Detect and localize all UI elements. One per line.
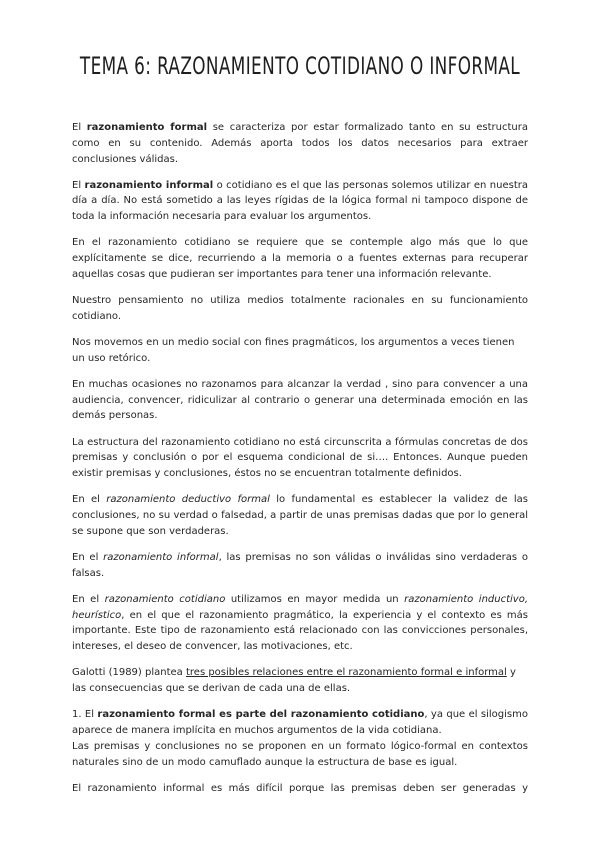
paragraph-galotti: Galotti (1989) plantea tres posibles relaciones entre el razonamiento formal e informal y las consecuencias que se derivan de cada una de ellas. — [72, 667, 516, 695]
paragraph-everyday-reasoning: En el razonamiento cotidiano se requiere que se contemple algo más que lo que explícitamente se dice, recurriendo a la memoria o a fuentes externas para recuperar aquellas cosas que pudieran ser importantes para tener una información relevante. — [72, 237, 528, 280]
term-razonamiento-cotidiano: razonamiento cotidiano — [104, 593, 226, 605]
term-razonamiento-informal: razonamiento informal — [84, 179, 214, 191]
page-title: TEMA 6: RAZONAMIENTO COTIDIANO O INFORMAL — [79, 52, 521, 80]
paragraph-structure: La estructura del razonamiento cotidiano no está circunscrita a fórmulas concretas de dos premisas y conclusión o por el esquema condicional de si…. Entonces. Aunque pueden existir premisas y conclusiones, éstos no se encuentran totalmente definidos. — [72, 436, 528, 480]
paragraph-non-rational: Nuestro pensamiento no utiliza medios totalmente racionales en su funcionamiento cotidiano. — [72, 295, 528, 322]
paragraph-informal-premises: En el razonamiento informal, las premisas no son válidas o inválidas sino verdaderas o falsas. — [72, 551, 528, 579]
paragraph-inductive: En el razonamiento cotidiano utilizamos en mayor medida un razonamiento inductivo, heurístico, en el que el razonamiento pragmático, la experiencia y el contexto es más importante. Este tipo de razonamiento está relacionado con las convicciones personales, intereses, el deseo de convencer, las motivaciones, etc. — [72, 593, 529, 653]
term-formal-part-of-everyday: razonamiento formal es parte del razonamiento cotidiano — [97, 709, 425, 721]
paragraph-relation-1: 1. El razonamiento formal es parte del razonamiento cotidiano, ya que el silogismo aparece de manera implícita en muchos argumentos de la vida cotidiana. Las premisas y conclusiones no se proponen en un formato lógico-formal en contextos naturales sino de un modo camuflado aunque la estructura de base es igual. — [72, 709, 528, 768]
paragraph-social-medium: Nos movemos en un medio social con fines pragmáticos, los argumentos a veces tienen un uso retórico. — [72, 336, 515, 364]
term-razonamiento-informal-italic: razonamiento informal — [103, 551, 219, 563]
paragraph-informal-reasoning: El razonamiento informal o cotidiano es el que las personas solemos utilizar en nuestra día a día. No está sometido a las leyes rígidas de la lógica formal ni tampoco dispone de toda la información necesaria para evaluar los argumentos. — [72, 179, 528, 223]
document-body — [72, 120, 528, 807]
paragraph-formal-reasoning: El razonamiento formal se caracteriza por estar formalizado tanto en su estructura como en su contenido. Además aporta todos los datos necesarios para extraer conclusiones válidas. — [72, 122, 528, 165]
paragraph-persuasion: En muchas ocasiones no razonamos para alcanzar la verdad , sino para convencer a una audiencia, convencer, ridiculizar al contrario o generar una determinada emoción en las demás personas. — [72, 378, 528, 422]
term-razonamiento-formal: razonamiento formal — [86, 122, 208, 133]
paragraph-deductive: En el razonamiento deductivo formal lo fundamental es establecer la validez de las conclusiones, no su verdad o falsedad, a partir de unas premisas dadas que por lo general se supone que son verdaderas. — [72, 494, 528, 537]
term-inductivo-heuristico: razonamiento inductivo, heurístico — [72, 593, 529, 621]
paragraph-informal-harder: El razonamiento informal es más difícil porque las premisas deben ser generadas y — [72, 782, 528, 794]
term-deductivo-formal: razonamiento deductivo formal — [106, 494, 270, 506]
underlined-three-relations: tres posibles relaciones entre el razonamiento formal e informal — [185, 667, 507, 679]
